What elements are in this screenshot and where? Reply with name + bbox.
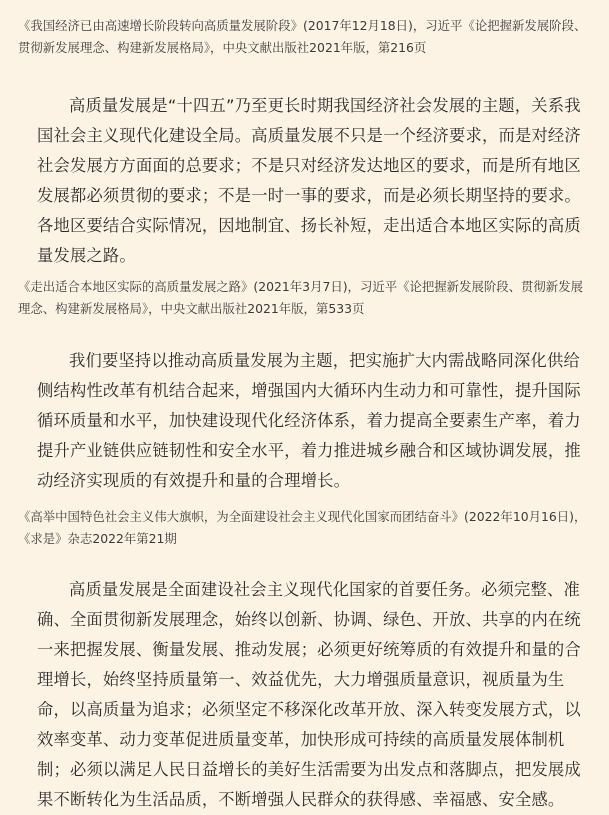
- quote-2: 我们要坚持以推动高质量发展为主题，把实施扩大内需战略同深化供给侧结构性改革有机结合起来，增强国内大循环内生动力和可靠性，提升国际循环质量和水平，加快建设现代化经济体系，着力提高全要素生产率，着力提升产业链供应链韧性和安全水平，着力推进城乡融合和区域协调发展，推动经济实现质的有效提升和量的合理增长。: [37, 351, 581, 490]
- citation-1: 《我国经济已由高速增长阶段转向高质量发展阶段》(2017年12月18日)，习近平《论把握新发展阶段、贯彻新发展理念、构建新发展格局》，中央文献出版社2021年版，第216页: [18, 18, 587, 55]
- quote-1: 高质量发展是“十四五”乃至更长时期我国经济社会发展的主题，关系我国社会主义现代化建设全局。高质量发展不只是一个经济要求，而是对经济社会发展方方面面的总要求；不是只对经济发达地区的要求，而是所有地区发展都必须贯彻的要求；不是一时一事的要求，而是必须长期坚持的要求。各地区要结合实际情况，因地制宜、扬长补短，走出适合本地区实际的高质量发展之路。: [37, 96, 581, 265]
- citation-3: 《高举中国特色社会主义伟大旗帜，为全面建设社会主义现代化国家而团结奋斗》(2022年10月16日)，《求是》杂志2022年第21期: [18, 509, 587, 546]
- quote-3: 高质量发展是全面建设社会主义现代化国家的首要任务。必须完整、准确、全面贯彻新发展理念，始终以创新、协调、绿色、开放、共享的内在统一来把握发展、衡量发展、推动发展；必须更好统筹质的有效提升和量的合理增长，始终坚持质量第一、效益优先，大力增强质量意识，视质量为生命，以高质量为追求；必须坚定不移深化改革开放、深入转变发展方式，以效率变革、动力变革促进质量变革，加快形成可持续的高质量发展体制机制；必须以满足人民日益增长的美好生活需要为出发点和落脚点，把发展成果不断转化为生活品质，不断增强人民群众的获得感、幸福感、安全感。: [37, 580, 581, 809]
- citation-2: 《走出适合本地区实际的高质量发展之路》(2021年3月7日)，习近平《论把握新发展阶段、贯彻新发展理念、构建新发展格局》，中央文献出版社2021年版，第533页: [18, 279, 583, 316]
